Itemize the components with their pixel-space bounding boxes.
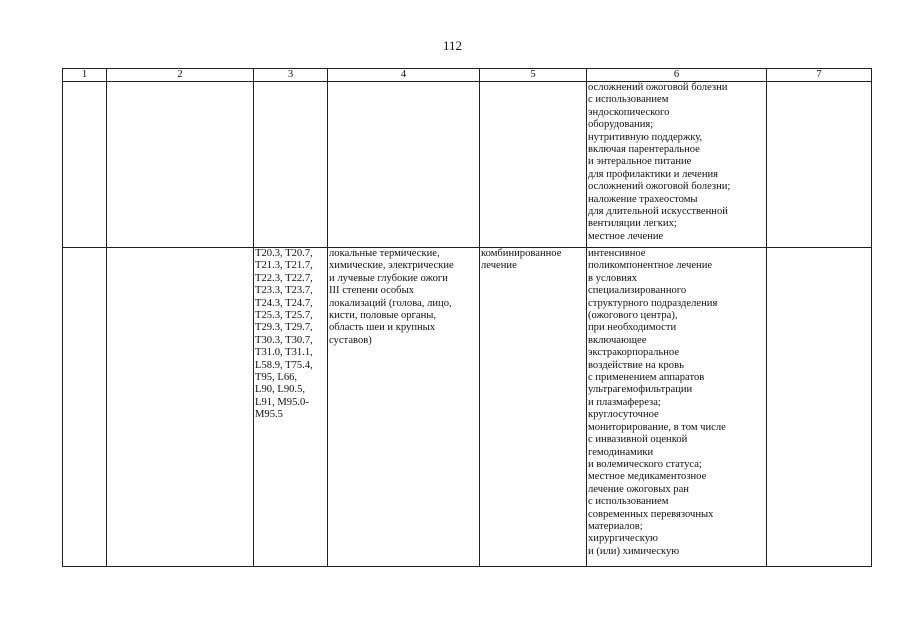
- text-line: материалов;: [588, 520, 643, 532]
- text-line: L91, M95.0-: [255, 396, 309, 408]
- page-number: 112: [442, 38, 463, 53]
- header-cell-7: 7: [767, 69, 872, 82]
- table-row: [63, 248, 872, 567]
- text-line: с использованием: [588, 496, 669, 508]
- text-line: и волемического статуса;: [588, 458, 702, 470]
- text-line: вентиляции легких;: [588, 218, 677, 230]
- header-cell-3: 3: [254, 69, 328, 82]
- text-line: нутритивную поддержку,: [588, 131, 703, 143]
- cell-r2-c1: [63, 248, 107, 567]
- cell-r2-c6-method: [587, 248, 767, 567]
- text-line: с использованием: [588, 94, 669, 106]
- treatment-table: [62, 68, 872, 567]
- text-line: T95, L66,: [255, 372, 298, 384]
- text-line: для длительной искусственной: [588, 206, 728, 218]
- text-line: наложение трахеостомы: [588, 193, 698, 205]
- cell-r1-c6: [587, 82, 767, 248]
- text-line: специализированного: [588, 285, 687, 297]
- header-row: [63, 69, 872, 82]
- text-line: интенсивное: [588, 248, 646, 259]
- text-line: поликомпонентное лечение: [588, 260, 713, 272]
- text-line: ультрагемофильтрации: [588, 384, 693, 396]
- text-line: экстракорпоральное: [588, 347, 680, 359]
- text-line: локальные термические,: [329, 248, 440, 259]
- text-line: (ожогового центра),: [588, 310, 678, 322]
- text-line: включая парентеральное: [588, 144, 700, 156]
- header-cell-2: 2: [107, 69, 254, 82]
- text-line: современных перевязочных: [588, 508, 714, 520]
- text-line: T22.3, T22.7,: [255, 272, 313, 284]
- text-line: при необходимости: [588, 322, 677, 334]
- text-line: местное лечение: [588, 230, 664, 242]
- text-line: воздействие на кровь: [588, 359, 684, 371]
- cell-r2-c3-codes: [254, 248, 328, 567]
- text-line: местное медикаментозное: [588, 471, 707, 483]
- text-line: оборудования;: [588, 119, 654, 131]
- text-line: осложнений ожоговой болезни: [588, 82, 728, 93]
- text-line: T24.3, T24.7,: [255, 297, 313, 309]
- header-cell-5: 5: [480, 69, 587, 82]
- cell-r1-c3: [254, 82, 328, 248]
- text-line: и энтеральное питание: [588, 156, 692, 168]
- text-line: кисти, половые органы,: [329, 310, 437, 322]
- text-line: и плазмафереза;: [588, 396, 661, 408]
- text-line: структурного подразделения: [588, 297, 718, 309]
- text-line: лечение: [481, 260, 517, 272]
- text-line: осложнений ожоговой болезни;: [588, 181, 731, 193]
- text-line: T21.3, T21.7,: [255, 260, 313, 272]
- text-line: круглосуточное: [588, 409, 659, 421]
- text-line: L90, L90.5,: [255, 384, 306, 396]
- text-line: для профилактики и лечения: [588, 168, 719, 180]
- cell-r2-c4-diagnosis: [328, 248, 480, 567]
- text-line: T30.3, T30.7,: [255, 334, 313, 346]
- table-row: [63, 82, 872, 248]
- cell-r1-c4: [328, 82, 480, 248]
- text-line: суставов): [329, 334, 372, 346]
- text-line: комбинированное: [481, 248, 562, 259]
- cell-r1-c7: [767, 82, 872, 248]
- cell-r1-c1: [63, 82, 107, 248]
- text-line: T31.0, T31.1,: [255, 347, 313, 359]
- header-cell-4: 4: [328, 69, 480, 82]
- cell-r2-c5-treatment-type: [480, 248, 587, 567]
- text-line: III степени особых: [329, 285, 414, 297]
- text-line: лечение ожоговых ран: [588, 483, 689, 495]
- cell-r1-c5: [480, 82, 587, 248]
- text-line: T29.3, T29.7,: [255, 322, 313, 334]
- text-line: область шеи и крупных: [329, 322, 436, 334]
- text-line: M95.5: [255, 409, 283, 421]
- text-line: и лучевые глубокие ожоги: [329, 272, 448, 284]
- text-line: включающее: [588, 334, 647, 346]
- cell-r2-c7: [767, 248, 872, 567]
- text-line: T20.3, T20.7,: [255, 248, 313, 259]
- text-line: L58.9, T75.4,: [255, 359, 313, 371]
- text-line: T25.3, T25.7,: [255, 310, 313, 322]
- header-cell-6: 6: [587, 69, 767, 82]
- text-line: T23.3, T23.7,: [255, 285, 313, 297]
- text-line: хирургическую: [588, 533, 658, 545]
- text-line: эндоскопического: [588, 106, 670, 118]
- text-line: мониторирование, в том числе: [588, 421, 726, 433]
- text-line: и (или) химическую: [588, 545, 680, 557]
- header-cell-1: 1: [63, 69, 107, 82]
- text-line: с применением аппаратов: [588, 372, 705, 384]
- text-line: локализаций (голова, лицо,: [329, 297, 452, 309]
- text-line: химические, электрические: [329, 260, 454, 272]
- text-line: с инвазивной оценкой: [588, 434, 688, 446]
- cell-r2-c2: [107, 248, 254, 567]
- text-line: гемодинамики: [588, 446, 654, 458]
- cell-r1-c2: [107, 82, 254, 248]
- text-line: в условиях: [588, 272, 638, 284]
